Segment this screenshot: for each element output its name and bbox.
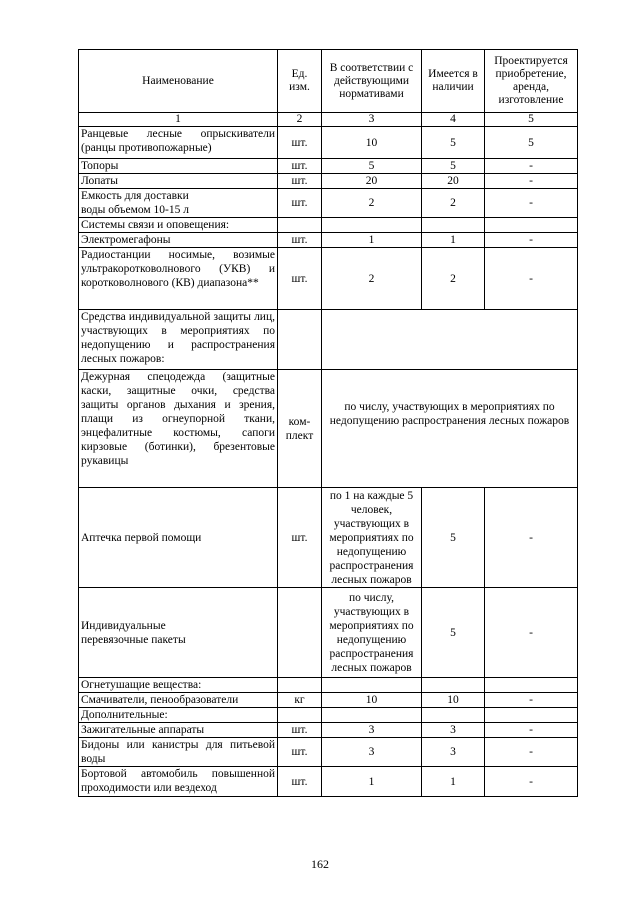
header-row (79, 50, 578, 113)
empty-cell (322, 708, 422, 723)
row-norm: 5 (322, 159, 422, 174)
row-planned: 5 (485, 127, 578, 159)
row-planned: - (485, 738, 578, 767)
row-unit: шт. (278, 488, 322, 588)
row-available: 10 (422, 693, 485, 708)
table-row (79, 159, 578, 174)
row-planned: - (485, 174, 578, 189)
empty-cell (422, 708, 485, 723)
row-available: 5 (422, 588, 485, 678)
row-planned: - (485, 248, 578, 310)
row-planned: - (485, 723, 578, 738)
page-number: 162 (311, 857, 329, 871)
row-norm: по 1 на каждые 5 человек, участвующих в мероприятиях по недопущению распространения лесных пожаров (322, 488, 422, 588)
row-planned: - (485, 693, 578, 708)
row-available: 1 (422, 767, 485, 797)
header-available: Имеется в наличии (422, 50, 485, 113)
row-unit: шт. (278, 767, 322, 797)
row-norm: 1 (322, 767, 422, 797)
row-unit: шт. (278, 159, 322, 174)
empty-cell (278, 218, 322, 233)
row-unit (278, 588, 322, 678)
section-row (79, 218, 578, 233)
row-planned: - (485, 488, 578, 588)
row-norm: 20 (322, 174, 422, 189)
row-planned: - (485, 588, 578, 678)
table-row (79, 693, 578, 708)
column-number: 1 (79, 113, 278, 127)
table-row (79, 248, 578, 310)
table-row (79, 738, 578, 767)
row-name: Электромегафоны (79, 233, 278, 248)
header-norm: В соответствии с действующими нормативами (322, 50, 422, 113)
header-unit: Ед. изм. (278, 50, 322, 113)
row-available: 5 (422, 159, 485, 174)
table-row (79, 189, 578, 218)
row-available: 1 (422, 233, 485, 248)
row-name: Топоры (79, 159, 278, 174)
table-row (79, 488, 578, 588)
row-norm: 2 (322, 189, 422, 218)
table-row (79, 174, 578, 189)
row-unit: шт. (278, 127, 322, 159)
row-name: Аптечка первой помощи (79, 488, 278, 588)
row-unit: шт. (278, 174, 322, 189)
empty-cell (278, 678, 322, 693)
empty-cell (322, 310, 578, 370)
empty-cell (322, 218, 422, 233)
row-available: 2 (422, 248, 485, 310)
empty-cell (422, 678, 485, 693)
empty-cell (485, 678, 578, 693)
empty-cell (322, 678, 422, 693)
table-row (79, 588, 578, 678)
empty-cell (485, 218, 578, 233)
row-planned: - (485, 159, 578, 174)
row-available: 3 (422, 723, 485, 738)
column-number: 3 (322, 113, 422, 127)
row-unit: кг (278, 693, 322, 708)
equipment-table (78, 49, 578, 797)
table-row (79, 370, 578, 488)
row-norm: 10 (322, 127, 422, 159)
section-heading: Средства индивидуальной защиты лиц, участвующих в мероприятиях по недопущению и распространения лесных пожаров: (79, 310, 278, 370)
row-available: 20 (422, 174, 485, 189)
section-row (79, 708, 578, 723)
row-unit: шт. (278, 723, 322, 738)
empty-cell (422, 218, 485, 233)
column-number: 5 (485, 113, 578, 127)
column-number-row (79, 113, 578, 127)
row-norm: 3 (322, 738, 422, 767)
empty-cell (278, 310, 322, 370)
header-name: Наименование (79, 50, 278, 113)
row-norm: по числу, участвующих в мероприятиях по недопущению распространения лесных пожаров (322, 588, 422, 678)
row-unit: шт. (278, 189, 322, 218)
table-row (79, 127, 578, 159)
row-available: 2 (422, 189, 485, 218)
row-name: Ранцевые лесные опрыскиватели (ранцы противопожарные) (79, 127, 278, 159)
row-planned: - (485, 233, 578, 248)
row-unit: шт. (278, 248, 322, 310)
table-row (79, 233, 578, 248)
row-name: Бидоны или канистры для питьевой воды (79, 738, 278, 767)
row-planned: - (485, 189, 578, 218)
row-planned: - (485, 767, 578, 797)
section-row (79, 678, 578, 693)
row-available: 5 (422, 127, 485, 159)
section-heading: Огнетушащие вещества: (79, 678, 278, 693)
header-planned: Проектируется приобретение, аренда, изготовление (485, 50, 578, 113)
row-name: Дежурная спецодежда (защитные каски, защитные очки, средства защиты органов дыхания и зрения, плащи из огнеупорной ткани, энцефалитные костюмы, сапоги кирзовые (ботинки), брезентовые рукавицы (79, 370, 278, 488)
row-name: Зажигательные аппараты (79, 723, 278, 738)
row-name: Емкость для доставки воды объемом 10-15 л (79, 189, 278, 218)
column-number: 2 (278, 113, 322, 127)
section-heading: Системы связи и оповещения: (79, 218, 278, 233)
row-name: Смачиватели, пенообразователи (79, 693, 278, 708)
empty-cell (278, 708, 322, 723)
row-norm: 1 (322, 233, 422, 248)
row-merged-note: по числу, участвующих в мероприятиях по недопущению распространения лесных пожаров (322, 370, 578, 488)
row-name: Индивидуальные перевязочные пакеты (79, 588, 278, 678)
section-row (79, 310, 578, 370)
row-unit: шт. (278, 738, 322, 767)
table-row (79, 723, 578, 738)
empty-cell (485, 708, 578, 723)
column-number: 4 (422, 113, 485, 127)
row-norm: 3 (322, 723, 422, 738)
row-unit: шт. (278, 233, 322, 248)
row-name: Бортовой автомобиль повышенной проходимости или вездеход (79, 767, 278, 797)
table-row (79, 767, 578, 797)
row-norm: 10 (322, 693, 422, 708)
row-name: Лопаты (79, 174, 278, 189)
section-heading: Дополнительные: (79, 708, 278, 723)
row-unit: ком- плект (278, 370, 322, 488)
equipment-table-wrapper (78, 49, 577, 797)
row-available: 3 (422, 738, 485, 767)
row-available: 5 (422, 488, 485, 588)
row-name: Радиостанции носимые, возимые ультракоротковолнового (УКВ) и коротковолнового (КВ) диапазона** (79, 248, 278, 310)
row-norm: 2 (322, 248, 422, 310)
